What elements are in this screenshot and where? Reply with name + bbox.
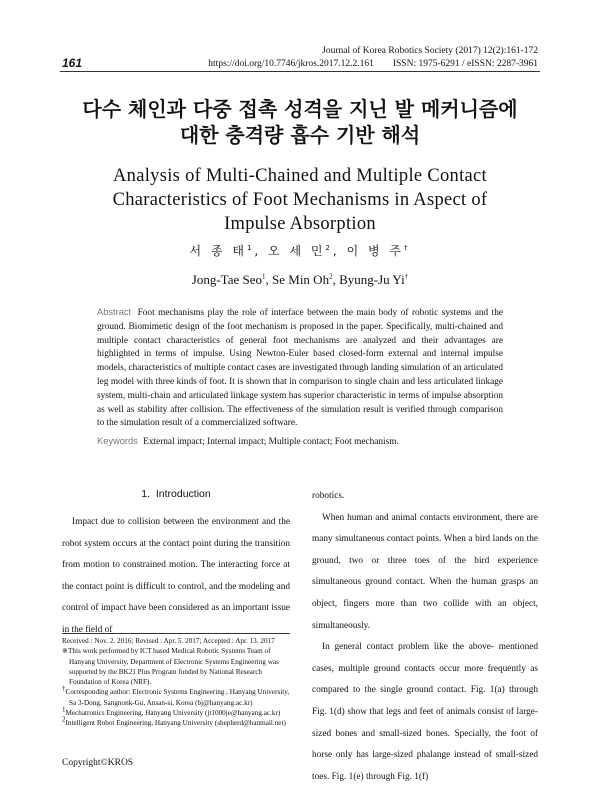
abstract-label: Abstract xyxy=(97,307,132,317)
author-mark: † xyxy=(403,244,411,252)
copyright: Copyright©KROS xyxy=(62,758,134,768)
english-title-line-3: Impulse Absorption xyxy=(224,214,376,234)
funding-note-line: Foundation of Korea (NRF). xyxy=(69,678,152,687)
author-mark: 2 xyxy=(329,272,333,281)
journal-citation: Journal of Korea Robotics Society (2017) 12(2):161-172 xyxy=(322,46,538,56)
paragraph: When human and animal contacts environment, there are many simultaneous contact points. When a bird lands on the ground, two or three toes of the bird experience simultaneous ground contact. When the human grasps an object, fingers more than two collide with an object, simultaneously. xyxy=(312,512,538,631)
corresponding-mark: † xyxy=(62,685,66,694)
header-rule xyxy=(60,71,540,72)
author-mark: 1 xyxy=(262,272,266,281)
funding-note-line: ※This work performed by ICT based Medical Robotic Systems Team of xyxy=(62,647,271,656)
korean-title xyxy=(40,96,560,148)
page-number: 161 xyxy=(62,56,83,70)
author-korean-1: 서 종 태 xyxy=(189,244,247,258)
author-korean-3: 이 병 주 xyxy=(346,244,404,258)
author-english-1: Jong-Tae Seo xyxy=(191,272,263,287)
funding-note-line: supported by the BK21 Plus Program funded by National Research xyxy=(69,667,263,676)
abstract xyxy=(97,306,503,431)
journal-header xyxy=(208,45,538,71)
keywords xyxy=(97,436,503,447)
affiliation-mark: 2 xyxy=(62,715,66,724)
korean-title-line-1: 다수 체인과 다중 접촉 성격을 지닌 발 메커니즘에 xyxy=(82,97,518,121)
abstract-text: Foot mechanisms play the role of interface between the main body of robotic systems and the ground. Biomimetic design of the foot mechanism is proposed in the paper. Specifically, multi-chained and multiple contact characteristics of general foot mechanisms are analyzed and their advantages are highlighted in terms of impulse. Using Newton-Euler based closed-form external and internal impulse models, characteristics of multiple contact cases are investigated through landing simulation of an articulated leg model with three kinds of foot. It is shown that in comparison to single chain and less articulated linkage system, multi-chain and articulated linkage system has superior characteristic in terms of impulse absorption as well as stability after collision. The effectiveness of the simulation result is verified through comparison to the simulation result of a commercialized software. xyxy=(97,308,503,429)
footnotes xyxy=(62,636,292,729)
paragraph: In general contact problem like the above- mentioned cases, multiple ground contacts occur more frequently as compared to the single ground contact. Fig. 1(a) through Fig. 1(d) show that legs and feet of animals consist of large-sized bones and small-sized bones. Specially, the foot of horse only has large-sized phalange instead of small-sized toes. Fig. 1(e) through Fig. 1(f) xyxy=(312,642,538,782)
paragraph: Impact due to collision between the environment and the robot system occurs at the contact point during the transition from motion to constrained motion. The interacting force at the contact point is difficult to control, and the modeling and control of impact have been considered as an important issue in the field of xyxy=(62,517,290,635)
left-column xyxy=(62,512,290,642)
english-authors: Jong-Tae Seo$^1$, Se Min Oh$^2$, Byung-Ju Yi† xyxy=(191,272,409,287)
english-title xyxy=(40,164,560,236)
author-english-3: Byung-Ju Yi xyxy=(339,272,405,287)
footnote-rule xyxy=(62,633,290,634)
english-title-line-2: Characteristics of Foot Mechanisms in Aspect of xyxy=(112,190,488,210)
author-mark: 2 xyxy=(325,244,333,252)
korean-title-line-2: 대한 충격량 흡수 기반 해석 xyxy=(179,123,421,147)
paragraph-continuation: robotics. xyxy=(312,491,345,501)
author-mark: 1 xyxy=(246,244,255,252)
doi-issn: https://doi.org/10.7746/jkros.2017.12.2.161 ISSN: 1975-6291 / eISSN: 2287-3961 xyxy=(208,59,538,69)
funding-note-line: Hanyang University, Department of Electronic Systems Engineering was xyxy=(69,657,279,666)
keywords-text: External impact; Internal impact; Multiple contact; Foot mechanism. xyxy=(143,437,399,447)
author-mark: † xyxy=(404,272,409,281)
affiliation-mark: 1 xyxy=(62,705,66,714)
keywords-label: Keywords xyxy=(97,436,138,446)
affiliation-2: $^2$Intelligent Robot Engineering, Hanyang University (shepherd@hanmail.net) xyxy=(62,715,286,728)
section-heading-introduction: 1. Introduction xyxy=(141,488,211,500)
affiliation-1: $^1$Mechatronics Engineering, Hanyang University (jt1000je@hanyang.ac.kr) xyxy=(62,705,281,718)
corresponding-author-line: Sa 3-Dong, Sangnonk-Gu, Ansan-si, Korea (bj@hanyang.ac.kr) xyxy=(69,698,253,707)
corresponding-author-line: †Corresponding author: Electronic Systems Engineering , Hanyang University, xyxy=(62,685,290,697)
received-dates: Received : Nov. 2. 2016; Revised : Apr. 5. 2017; Accepted : Apr. 13. 2017 xyxy=(62,637,275,645)
author-korean-2: 오 세 민 xyxy=(268,244,326,258)
author-english-2: Se Min Oh xyxy=(272,272,330,287)
korean-authors: 서 종 태$^1$, 오 세 민$^2$, 이 병 주† xyxy=(189,244,411,258)
english-title-line-1: Analysis of Multi-Chained and Multiple Contact xyxy=(113,166,487,186)
right-column xyxy=(312,486,538,788)
